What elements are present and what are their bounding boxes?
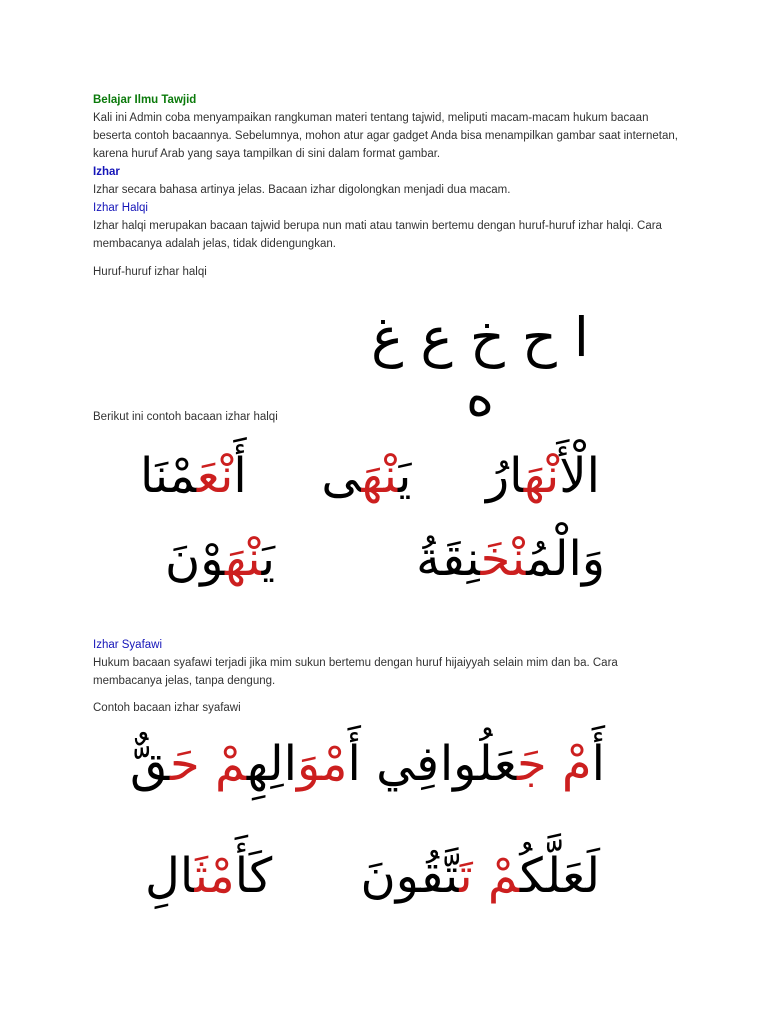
izhar-halqi-heading: Izhar Halqi: [93, 202, 148, 214]
syafawi-examples-row-1: [130, 738, 605, 791]
izhar-halqi-paragraph: Izhar halqi merupakan bacaan tajwid berupa nun mati atau tanwin bertemu dengan huruf-huruf izhar halqi. Cara membacanya adalah jelas, tidak didengungkan.: [93, 220, 662, 250]
arabic-word: لَعَلَّكُمْ تَتَّقُونَ: [360, 848, 600, 904]
intro-paragraph: Kali ini Admin coba menyampaikan rangkuman materi tentang tajwid, meliputi macam-macam hukum bacaan beserta contoh bacaannya. Sebelumnya, mohon atur agar gadget Anda bisa menampilkan gambar saat internetan, karena huruf Arab yang saya tampilkan di sini dalam format gambar.: [93, 112, 678, 160]
arabic-word: يَنْهَى: [321, 448, 412, 504]
arabic-word: أَنْعَمْنَا: [140, 448, 247, 504]
halqi-letters-label: Huruf-huruf izhar halqi: [93, 266, 207, 278]
article-title: Belajar Ilmu Tawjid: [93, 94, 197, 106]
syafawi-example-label: Contoh bacaan izhar syafawi: [93, 702, 241, 714]
halqi-letters-image: ا ح خ ع غ ه: [371, 306, 589, 429]
arabic-word: يَنْهَوْنَ: [165, 531, 276, 587]
halqi-examples-row-1: [140, 450, 600, 503]
syafawi-examples-row-2: [145, 850, 600, 903]
arabic-word: وَالْمُنْخَنِقَةُ: [416, 531, 605, 587]
arabic-word: أَمْ جَعَلُوا: [439, 736, 605, 792]
halqi-examples-row-2: [165, 533, 605, 586]
arabic-word: الْأَنْهَارُ: [485, 448, 600, 504]
izhar-paragraph: Izhar secara bahasa artinya jelas. Bacaan izhar digolongkan menjadi dua macam.: [93, 184, 511, 196]
arabic-word: فِي أَمْوَالِهِمْ حَقٌّ: [130, 736, 440, 792]
halqi-example-label: Berikut ini contoh bacaan izhar halqi: [93, 411, 278, 423]
arabic-word: كَأَمْثَالِ: [145, 848, 273, 904]
izhar-heading: Izhar: [93, 166, 120, 178]
izhar-syafawi-paragraph: Hukum bacaan syafawi terjadi jika mim sukun bertemu dengan huruf hijaiyyah selain mim dan ba. Cara membacanya jelas, tanpa dengung.: [93, 657, 618, 687]
izhar-syafawi-heading: Izhar Syafawi: [93, 639, 163, 651]
